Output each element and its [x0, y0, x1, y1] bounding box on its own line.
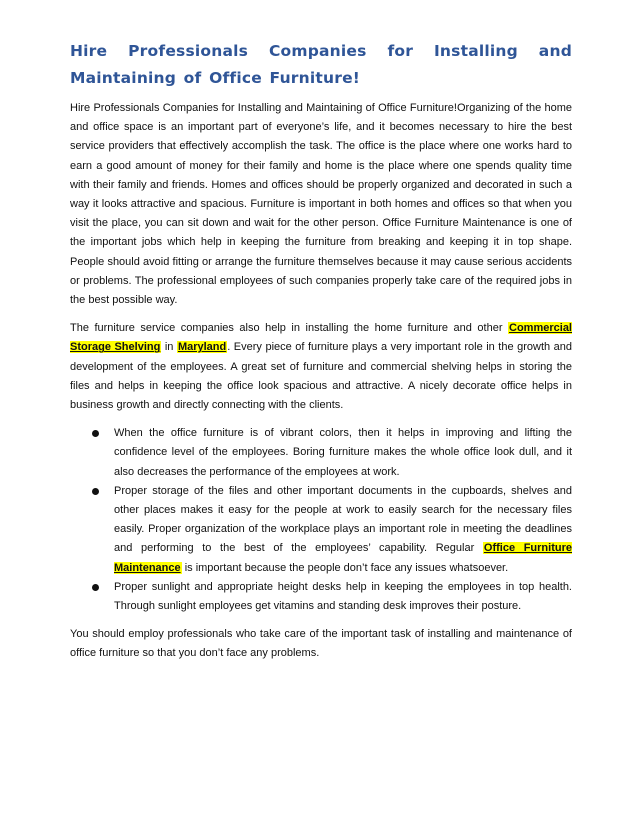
- bullet-icon: [92, 430, 99, 437]
- list-item-text: When the office furniture is of vibrant colors, then it helps in improving and lifting the confidence level of the employees. Boring furniture makes the whole office look dull, and it also decreases the performance of the employees at work.: [114, 427, 572, 478]
- document-title: Hire Professionals Companies for Installing and Maintaining of Office Furniture!: [70, 42, 572, 87]
- document-page: [70, 38, 572, 673]
- office-furniture-maintenance-link[interactable]: Office Furniture Maintenance: [114, 542, 572, 574]
- list-item-text: Proper sunlight and appropriate height desks help in keeping the employees in top health. Through sunlight employees get vitamins and standing desk improves their posture.: [114, 580, 572, 613]
- services-text-c: . Every piece of furniture plays a very important role in the growth and development of the employees. A great set of furniture and commercial shelving helps in storing the files and helps in keeping the office look spacious and attractive. A nicely decorate office helps in business growth and directly connecting with the clients.: [70, 341, 572, 412]
- list-item: [92, 482, 572, 578]
- list-item: [92, 578, 572, 616]
- services-text-b: in: [161, 341, 177, 354]
- closing-paragraph: You should employ professionals who take care of the important task of installing and maintenance of office furniture so that you don’t face any problems.: [70, 628, 572, 660]
- maryland-link[interactable]: Maryland: [177, 341, 227, 354]
- list-item-text-a: Proper storage of the files and other important documents in the cupboards, shelves and other places makes it easy for the people at work to easily search for the necessary files easily. Proper organization of the workplace plays an important role in meeting the deadlines and performing to the best of the employees’ capability. Regular: [114, 484, 572, 555]
- benefits-list: [70, 424, 572, 616]
- bullet-icon: [92, 584, 99, 591]
- list-item-text-b: is important because the people don’t face any issues whatsoever.: [181, 561, 509, 574]
- list-item: [92, 424, 572, 482]
- intro-paragraph: Hire Professionals Companies for Installing and Maintaining of Office Furniture!Organizing of the home and office space is an important part of everyone’s life, and it becomes necessary to hire the best service providers that effectively accomplish the task. The office is the place where one works hard to earn a good amount of money for their family and home is the place where one spends quality time with their family and friends. Homes and offices should be properly organized and decorated in such a way it looks attractive and spacious. Furniture is important in both homes and offices so that when you visit the place, you can sit down and wait for the other person. Office Furniture Maintenance is one of the important jobs which help in keeping the furniture from breaking and keeping it in top shape. People should avoid fitting or arrange the furniture themselves because it may cause serious accidents or problems. The professional employees of such companies properly take care of the required jobs in the best possible way.: [70, 102, 572, 307]
- services-paragraph: [70, 319, 572, 415]
- bullet-icon: [92, 488, 99, 495]
- commercial-storage-shelving-link[interactable]: Commercial Storage Shelving: [70, 322, 572, 354]
- services-text-a: The furniture service companies also help in installing the home furniture and other: [70, 322, 509, 335]
